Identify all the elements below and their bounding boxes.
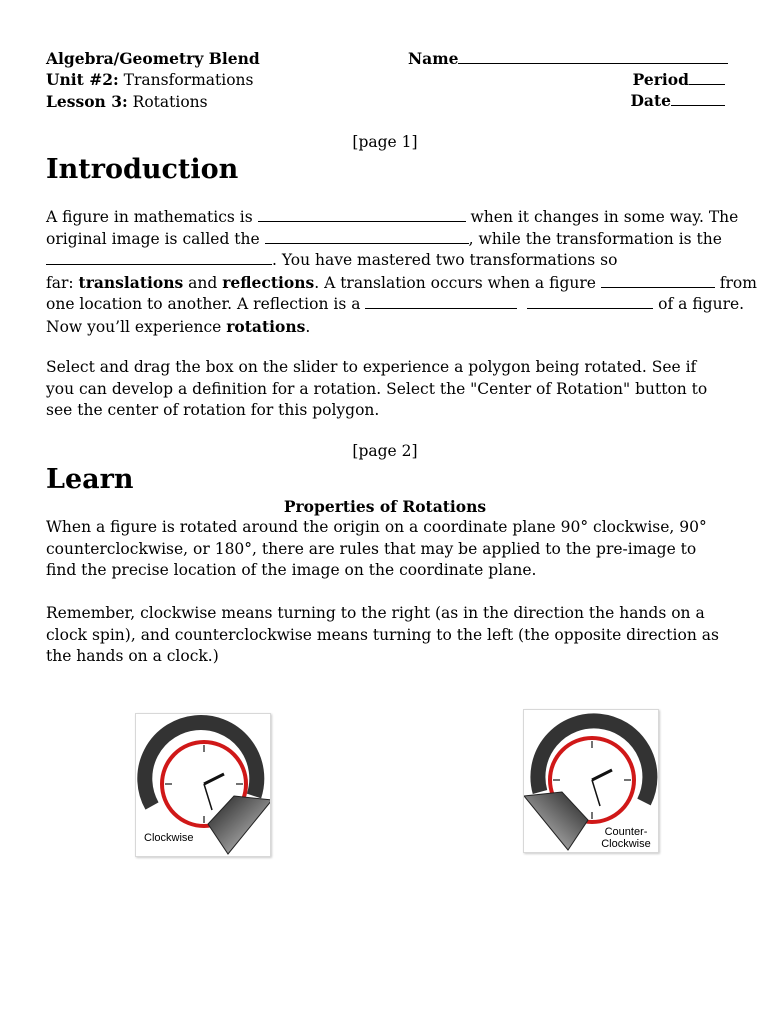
period-blank[interactable] (689, 70, 725, 85)
intro-paragraph: A figure in mathematics is when it changes in some way. The original image is called the , while the transformation is the . You have mastered two transformations so far: translations and reflections. A translation occurs when a figure from one location to another. A reflection is a of a figure. Now you’ll experience rotations. (46, 208, 757, 336)
header-left (46, 48, 260, 113)
slider-instructions: Select and drag the box on the slider to experience a polygon being rotated. See if you can develop a definition for a rotation. Select the "Center of Rotation" button to see the center of rotation for this polygon. (46, 358, 708, 419)
properties-subheading: Properties of Rotations (283, 497, 487, 516)
blank-image[interactable] (46, 250, 272, 265)
blank-transformed[interactable] (258, 207, 466, 222)
blank-reflection-1[interactable] (365, 294, 517, 309)
rotation-rules-paragraph: When a figure is rotated around the origin on a coordinate plane 90° clockwise, 90° counterclockwise, or 180°, there are rules that may be applied to the pre-image to find the precise location of the image on the coordinate plane. (46, 518, 707, 579)
clockwise-label: Clockwise (144, 832, 194, 844)
period-line: Period (633, 69, 725, 90)
page-marker-1: [page 1] (352, 133, 418, 151)
blank-reflection-2[interactable] (527, 294, 653, 309)
clockwise-figure (135, 713, 271, 857)
unit-line: Unit #2: Transformations (46, 70, 254, 89)
name-line: Name (408, 48, 728, 69)
introduction-heading: Introduction (46, 154, 239, 185)
lesson-line: Lesson 3: Rotations (46, 92, 208, 111)
page-marker-2: [page 2] (352, 442, 418, 460)
blank-translation-verb[interactable] (601, 273, 715, 288)
name-blank[interactable] (458, 49, 728, 64)
date-blank[interactable] (671, 91, 725, 106)
course-title: Algebra/Geometry Blend (46, 49, 260, 68)
learn-heading: Learn (46, 464, 134, 495)
date-line: Date (630, 90, 725, 111)
counterclockwise-figure (523, 709, 659, 853)
counterclockwise-label: Counter- Clockwise (601, 826, 651, 850)
blank-preimage[interactable] (265, 229, 469, 244)
direction-paragraph: Remember, clockwise means turning to the right (as in the direction the hands on a clock spin), and counterclockwise means turning to the left (the opposite direction as the hands on a clock.) (46, 604, 719, 665)
